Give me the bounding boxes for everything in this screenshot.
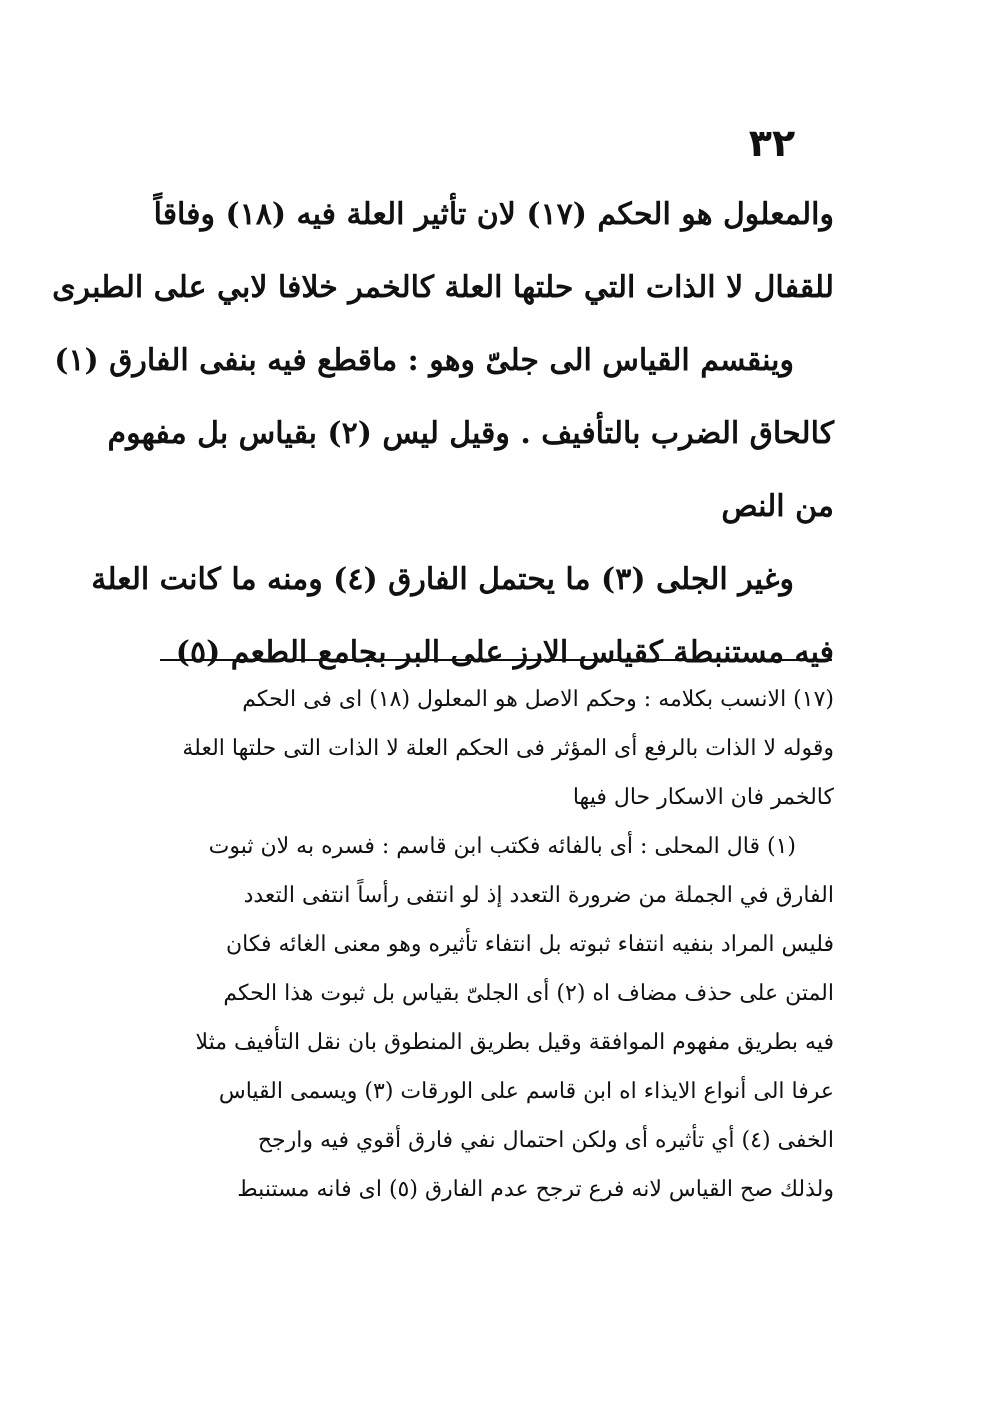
- main-text-line: فيه مستنبطة كقياس الارز على البر بجامع الطعم (٥): [175, 635, 834, 670]
- footnote-line: (١) قال المحلى : أى بالفائه فكتب ابن قاسم : فسره به لان ثبوت: [208, 834, 796, 859]
- main-text-line: وينقسم القياس الى جلىّ وهو : ماقطع فيه بنفى الفارق (١): [54, 343, 794, 378]
- footnote-line: (١٧) الانسب بكلامه : وحكم الاصل هو المعلول (١٨) اى فى الحكم: [242, 687, 834, 712]
- footnote-line: المتن على حذف مضاف اه (٢) أى الجلىّ بقياس بل ثبوت هذا الحكم: [223, 981, 834, 1006]
- footnote-line: فيه بطريق مفهوم الموافقة وقيل بطريق المنطوق بان نقل التأفيف مثلا: [195, 1030, 834, 1055]
- main-text-line: والمعلول هو الحكم (١٧) لان تأثير العلة فيه (١٨) وفاقاً: [153, 197, 834, 232]
- footnote-line: ولذلك صح القياس لانه فرع ترجح عدم الفارق (٥) اى فانه مستنبط: [237, 1177, 834, 1202]
- footnote-divider: [160, 659, 832, 661]
- main-text-line: وغير الجلى (٣) ما يحتمل الفارق (٤) ومنه ما كانت العلة: [91, 562, 794, 597]
- footnote-line: الفارق في الجملة من ضرورة التعدد إذ لو انتفى رأساً انتفى التعدد: [243, 883, 834, 908]
- page-number: ٣٢: [748, 121, 796, 165]
- main-text-line: للقفال لا الذات التي حلتها العلة كالخمر خلافا لابي على الطبرى: [52, 270, 834, 305]
- footnote-line: وقوله لا الذات بالرفع أى المؤثر فى الحكم العلة لا الذات التى حلتها العلة: [182, 736, 834, 761]
- footnote-line: عرفا الى أنواع الايذاء اه ابن قاسم على الورقات (٣) ويسمى القياس: [218, 1079, 834, 1104]
- main-text-line: من النص: [721, 489, 834, 524]
- footnote-line: الخفى (٤) أي تأثيره أى ولكن احتمال نفي فارق أقوي فيه وارجح: [257, 1128, 834, 1153]
- footnotes-block: [154, 675, 834, 1214]
- footnote-line: كالخمر فان الاسكار حال فيها: [572, 785, 834, 810]
- footnote-line: فليس المراد بنفيه انتفاء ثبوته بل انتفاء تأثيره وهو معنى الغائه فكان: [225, 932, 834, 957]
- main-text-line: كالحاق الضرب بالتأفيف . وقيل ليس (٢) بقياس بل مفهوم: [107, 416, 834, 451]
- main-text-block: [52, 178, 834, 689]
